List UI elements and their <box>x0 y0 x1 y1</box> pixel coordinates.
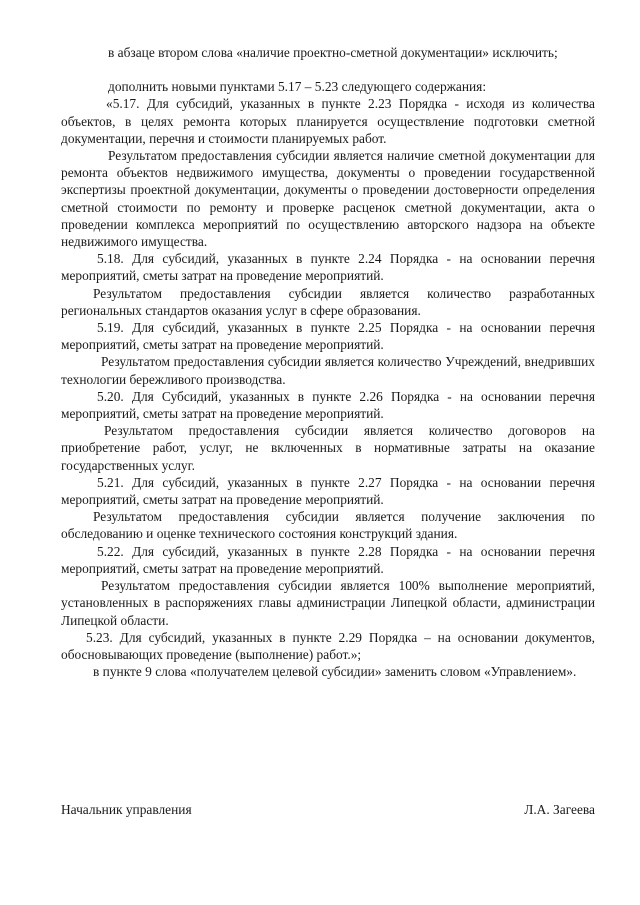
clause-5-21: 5.21. Для субсидий, указанных в пункте 2.27 Порядка - на основании перечня мероприятий, сметы затрат на проведение мероприятий. <box>61 474 595 508</box>
clause-5-17-result: Результатом предоставления субсидии является наличие сметной документации для ремонта объектов недвижимого имущества, документы о проведении государственной экспертизы проектной документации, документы о проведении достоверности определения сметной стоимости по ремонту и проверке расценок сметной документации, акта о проведении комплекса мероприятий по осуществлению авторского надзора на объекте недвижимого имущества. <box>61 148 595 250</box>
clause-5-20-result: Результатом предоставления субсидии является количество договоров на приобретение работ, услуг, не включенных в нормативные затраты на оказание государственных услуг. <box>61 423 595 473</box>
clause-5-20: 5.20. Для Субсидий, указанных в пункте 2.26 Порядка - на основании перечня мероприятий, сметы затрат на проведение мероприятий. <box>61 388 595 422</box>
clause-5-22: 5.22. Для субсидий, указанных в пункте 2.28 Порядка - на основании перечня мероприятий, сметы затрат на проведение мероприятий. <box>61 543 595 576</box>
clause-5-18: 5.18. Для субсидий, указанных в пункте 2.24 Порядка - на основании перечня мероприятий, сметы затрат на проведение мероприятий. <box>61 251 595 284</box>
clause-5-22-result: Результатом предоставления субсидии является 100% выполнение мероприятий, установленных в распоряжениях главы администрации Липецкой области, администрации Липецкой области. <box>61 578 595 628</box>
clause-5-23: 5.23. Для субсидий, указанных в пункте 2.29 Порядка – на основании документов, обосновывающих проведение (выполнение) работ.»; <box>61 629 595 662</box>
clause-5-19: 5.19. Для субсидий, указанных в пункте 2.25 Порядка - на основании перечня мероприятий, сметы затрат на проведение мероприятий. <box>61 320 595 353</box>
clause-5-19-result: Результатом предоставления субсидии является количество Учреждений, внедривших технологии бережливого производства. <box>61 354 595 387</box>
paragraph-amendment-replace: в пункте 9 слова «получателем целевой субсидии» заменить словом «Управлением». <box>93 664 577 680</box>
paragraph-gap <box>61 61 595 78</box>
signatory-position: Начальник управления <box>61 802 192 817</box>
clause-5-17: «5.17. Для субсидий, указанных в пункте 2.23 Порядка - исходя из количества объектов, в целях ремонта которых планируется осуществление подготовки сметной документации, перечня и стоимости планируемых работ. <box>61 96 595 146</box>
paragraph-amendment-exclude: в абзаце втором слова «наличие проектно-сметной документации» исключить; <box>108 45 558 60</box>
clause-5-18-result: Результатом предоставления субсидии является количество разработанных региональных стандартов оказания услуг в сфере образования. <box>61 285 595 318</box>
document-body <box>61 44 595 680</box>
paragraph-amendment-add: дополнить новыми пунктами 5.17 – 5.23 следующего содержания: <box>108 79 487 95</box>
clause-5-21-result: Результатом предоставления субсидии является получение заключения по обследованию и оценке технического состояния конструкций здания. <box>61 509 595 542</box>
signature-block <box>61 801 595 818</box>
signatory-name: Л.А. Загеева <box>524 802 595 817</box>
